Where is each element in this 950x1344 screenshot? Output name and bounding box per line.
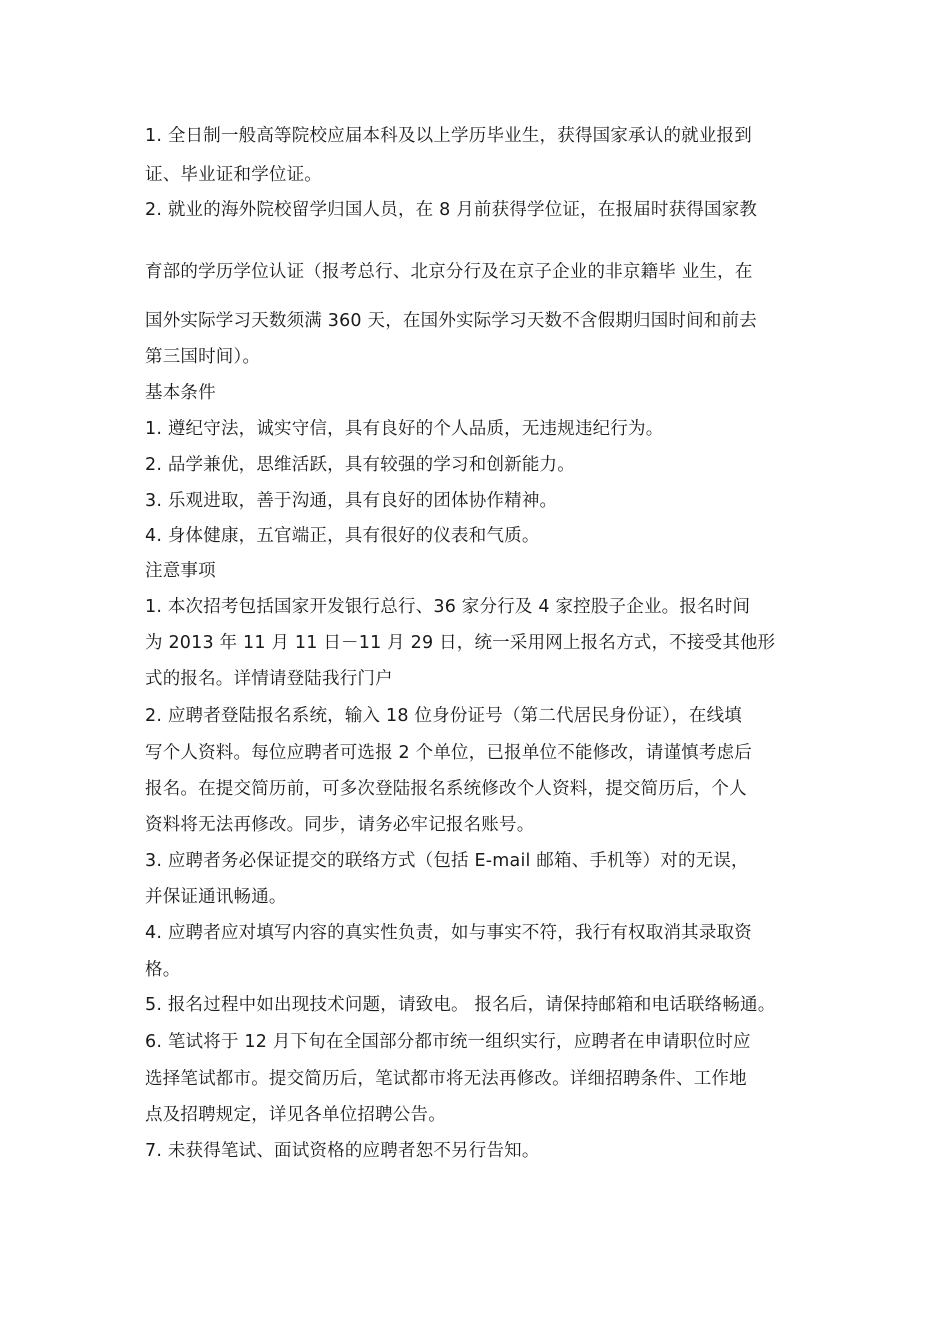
text-line: 写个人资料。每位应聘者可选报 2 个单位，已报单位不能修改，请谨慎考虑后 — [145, 743, 752, 763]
text-line: 报名。在提交简历前，可多次登陆报名系统修改个人资料，提交简历后，个人 — [145, 779, 747, 799]
text-line: 并保证通讯畅通。 — [145, 887, 287, 907]
text-line: 格。 — [145, 960, 181, 980]
section-heading: 基本条件 — [145, 383, 216, 403]
text-line: 6. 笔试将于 12 月下旬在全国部分都市统一组织实行，应聘者在申请职位时应 — [145, 1032, 751, 1052]
text-line: 点及招聘规定，详见各单位招聘公告。 — [145, 1105, 446, 1125]
text-line: 7. 未获得笔试、面试资格的应聘者恕不另行告知。 — [145, 1141, 540, 1161]
text-line: 4. 身体健康，五官端正，具有很好的仪表和气质。 — [145, 526, 540, 546]
text-line: 2. 就业的海外院校留学归国人员，在 8 月前获得学位证，在报届时获得国家教 — [145, 200, 758, 220]
text-line: 国外实际学习天数须满 360 天，在国外实际学习天数不含假期归国时间和前去 — [145, 311, 757, 331]
text-line: 式的报名。详情请登陆我行门户 — [145, 669, 393, 689]
text-line: 证、毕业证和学位证。 — [145, 165, 322, 185]
text-line: 2. 品学兼优，思维活跃，具有较强的学习和创新能力。 — [145, 455, 575, 475]
text-line: 选择笔试都市。提交简历后，笔试都市将无法再修改。详细招聘条件、工作地 — [145, 1069, 747, 1089]
section-heading: 注意事项 — [145, 561, 216, 581]
text-line: 育部的学历学位认证（报考总行、北京分行及在京子企业的非京籍毕 业生，在 — [145, 262, 753, 282]
text-line: 2. 应聘者登陆报名系统，输入 18 位身份证号（第二代居民身份证），在线填 — [145, 706, 743, 726]
text-line: 5. 报名过程中如出现技术问题，请致电。 报名后，请保持邮箱和电话联络畅通。 — [145, 995, 776, 1015]
text-line: 1. 本次招考包括国家开发银行总行、36 家分行及 4 家控股子企业。报名时间 — [145, 597, 751, 617]
text-line: 3. 乐观进取，善于沟通，具有良好的团体协作精神。 — [145, 491, 558, 511]
text-line: 第三国时间）。 — [145, 347, 261, 367]
text-line: 1. 遵纪守法，诚实守信，具有良好的个人品质，无违规违纪行为。 — [145, 419, 664, 439]
text-line: 4. 应聘者应对填写内容的真实性负责，如与事实不符，我行有权取消其录取资 — [145, 923, 752, 943]
text-line: 1. 全日制一般高等院校应届本科及以上学历毕业生，获得国家承认的就业报到 — [145, 126, 752, 146]
text-line: 为 2013 年 11 月 11 日－11 月 29 日，统一采用网上报名方式，不接受其他形 — [145, 633, 776, 653]
text-line: 3. 应聘者务必保证提交的联络方式（包括 E-mail 邮箱、手机等）对的无误， — [145, 851, 749, 871]
text-line: 资料将无法再修改。同步，请务必牢记报名账号。 — [145, 815, 535, 835]
